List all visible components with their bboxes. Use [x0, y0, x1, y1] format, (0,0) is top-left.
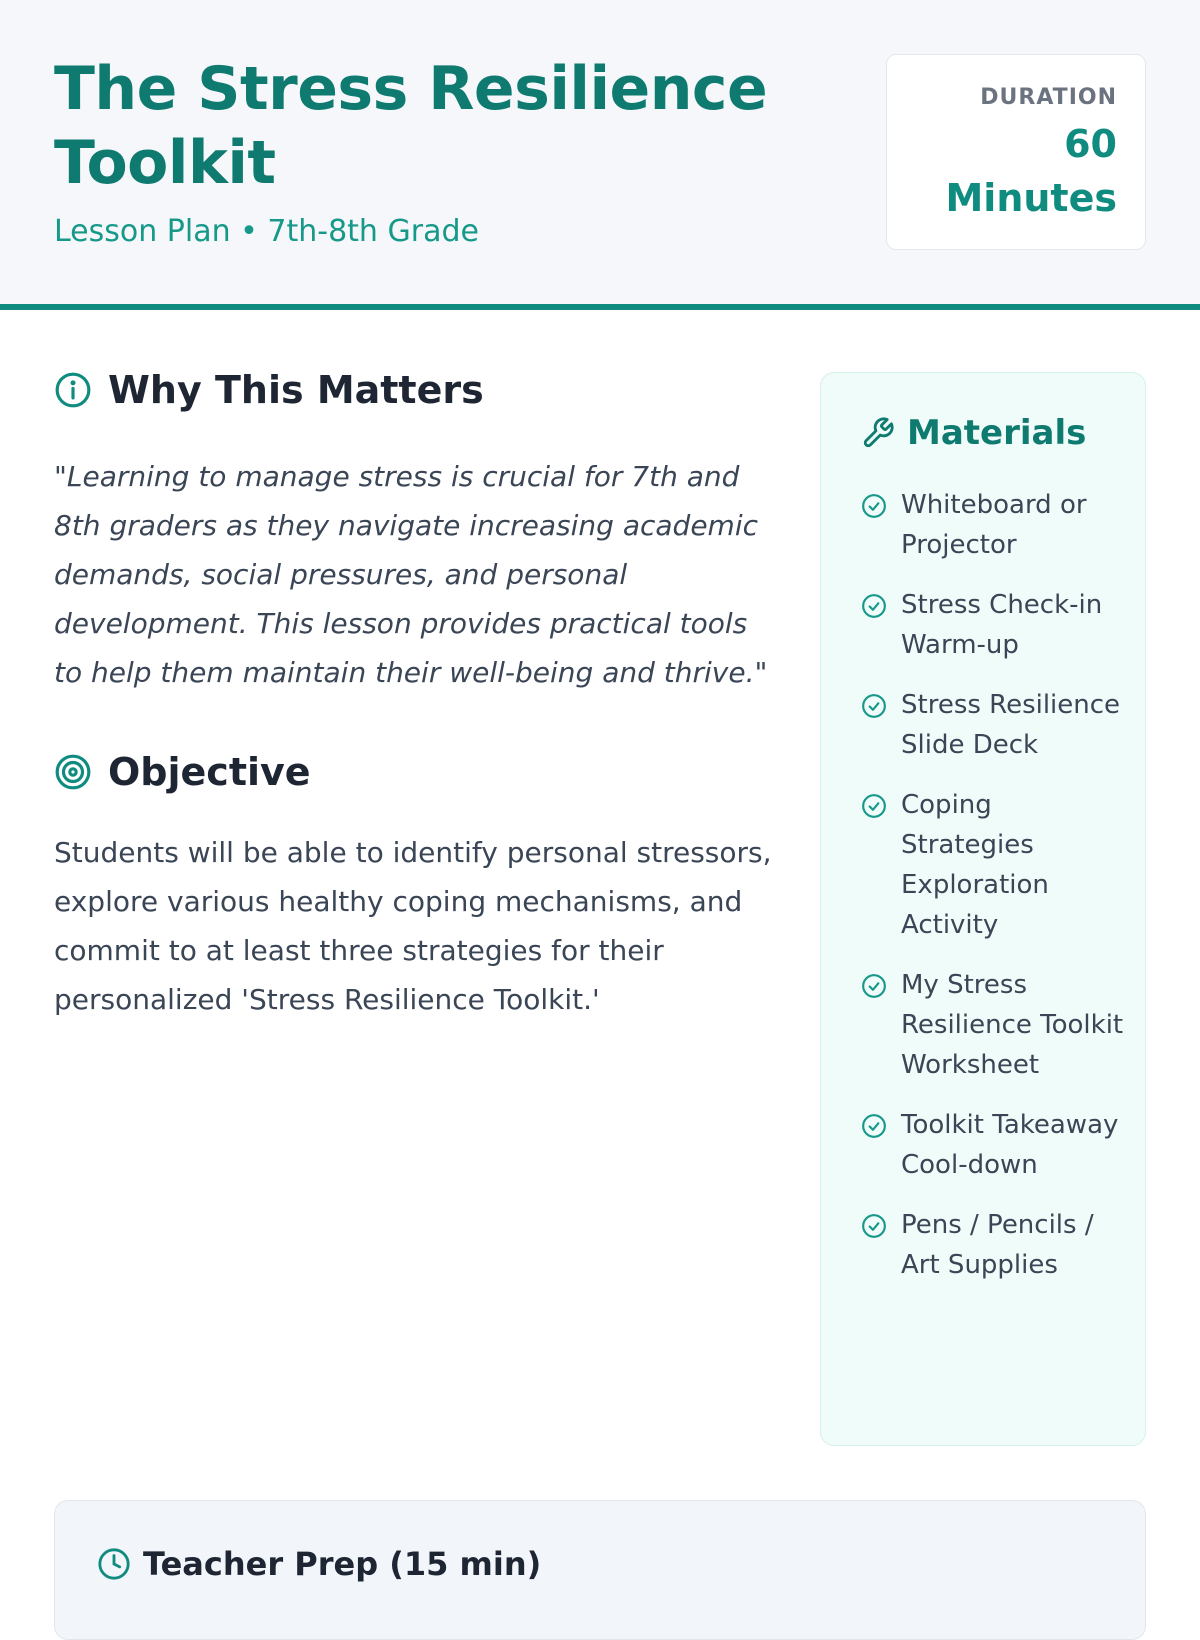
objective-heading-row — [54, 750, 311, 794]
teacher-prep-card — [54, 1500, 1146, 1640]
objective-text: Students will be able to identify personal stressors, explore various healthy coping mechanisms, and commit to at least three strategies for their personalized 'Stress Resilience Toolkit.' — [54, 836, 772, 1016]
list-item — [861, 785, 1131, 945]
material-label: My Stress Resilience Toolkit Worksheet — [901, 970, 1124, 1080]
list-item — [861, 485, 1131, 565]
duration-label: DURATION — [980, 85, 1117, 110]
objective-heading: Objective — [108, 750, 311, 794]
target-icon — [54, 753, 92, 791]
materials-heading: Materials — [907, 413, 1087, 453]
page-subtitle: Lesson Plan • 7th-8th Grade — [54, 214, 479, 249]
check-circle-icon — [861, 793, 887, 819]
why-heading: Why This Matters — [108, 368, 484, 412]
material-label: Stress Resilience Slide Deck — [901, 690, 1121, 760]
list-item — [861, 1205, 1131, 1285]
info-icon — [54, 371, 92, 409]
check-circle-icon — [861, 1213, 887, 1239]
wrench-icon — [861, 416, 895, 450]
duration-card — [886, 54, 1146, 250]
duration-value: 60 Minutes — [945, 122, 1117, 220]
prep-heading-row — [97, 1545, 541, 1583]
material-label: Whiteboard or Projector — [901, 490, 1087, 560]
check-circle-icon — [861, 693, 887, 719]
check-circle-icon — [861, 1113, 887, 1139]
list-item — [861, 585, 1131, 665]
materials-panel — [820, 372, 1146, 1446]
clock-icon — [97, 1547, 131, 1581]
material-label: Coping Strategies Exploration Activity — [901, 790, 1049, 940]
material-label: Stress Check-in Warm-up — [901, 590, 1103, 660]
materials-heading-row — [861, 413, 1086, 453]
prep-heading: Teacher Prep (15 min) — [143, 1545, 542, 1583]
list-item — [861, 685, 1131, 765]
check-circle-icon — [861, 593, 887, 619]
check-circle-icon — [861, 973, 887, 999]
materials-list — [861, 485, 1131, 1305]
list-item — [861, 1105, 1131, 1185]
check-circle-icon — [861, 493, 887, 519]
list-item — [861, 965, 1131, 1085]
material-label: Pens / Pencils / Art Supplies — [901, 1210, 1094, 1280]
why-quote: "Learning to manage stress is crucial for 7th and 8th graders as they navigate increasing academic demands, social pressures, and personal development. This lesson provides practical tools to help them maintain their well-being and thrive." — [54, 460, 768, 689]
material-label: Toolkit Takeaway Cool-down — [901, 1110, 1119, 1180]
why-heading-row — [54, 368, 484, 412]
lesson-header — [0, 0, 1200, 310]
page-title: The Stress Resilience Toolkit — [54, 54, 768, 198]
